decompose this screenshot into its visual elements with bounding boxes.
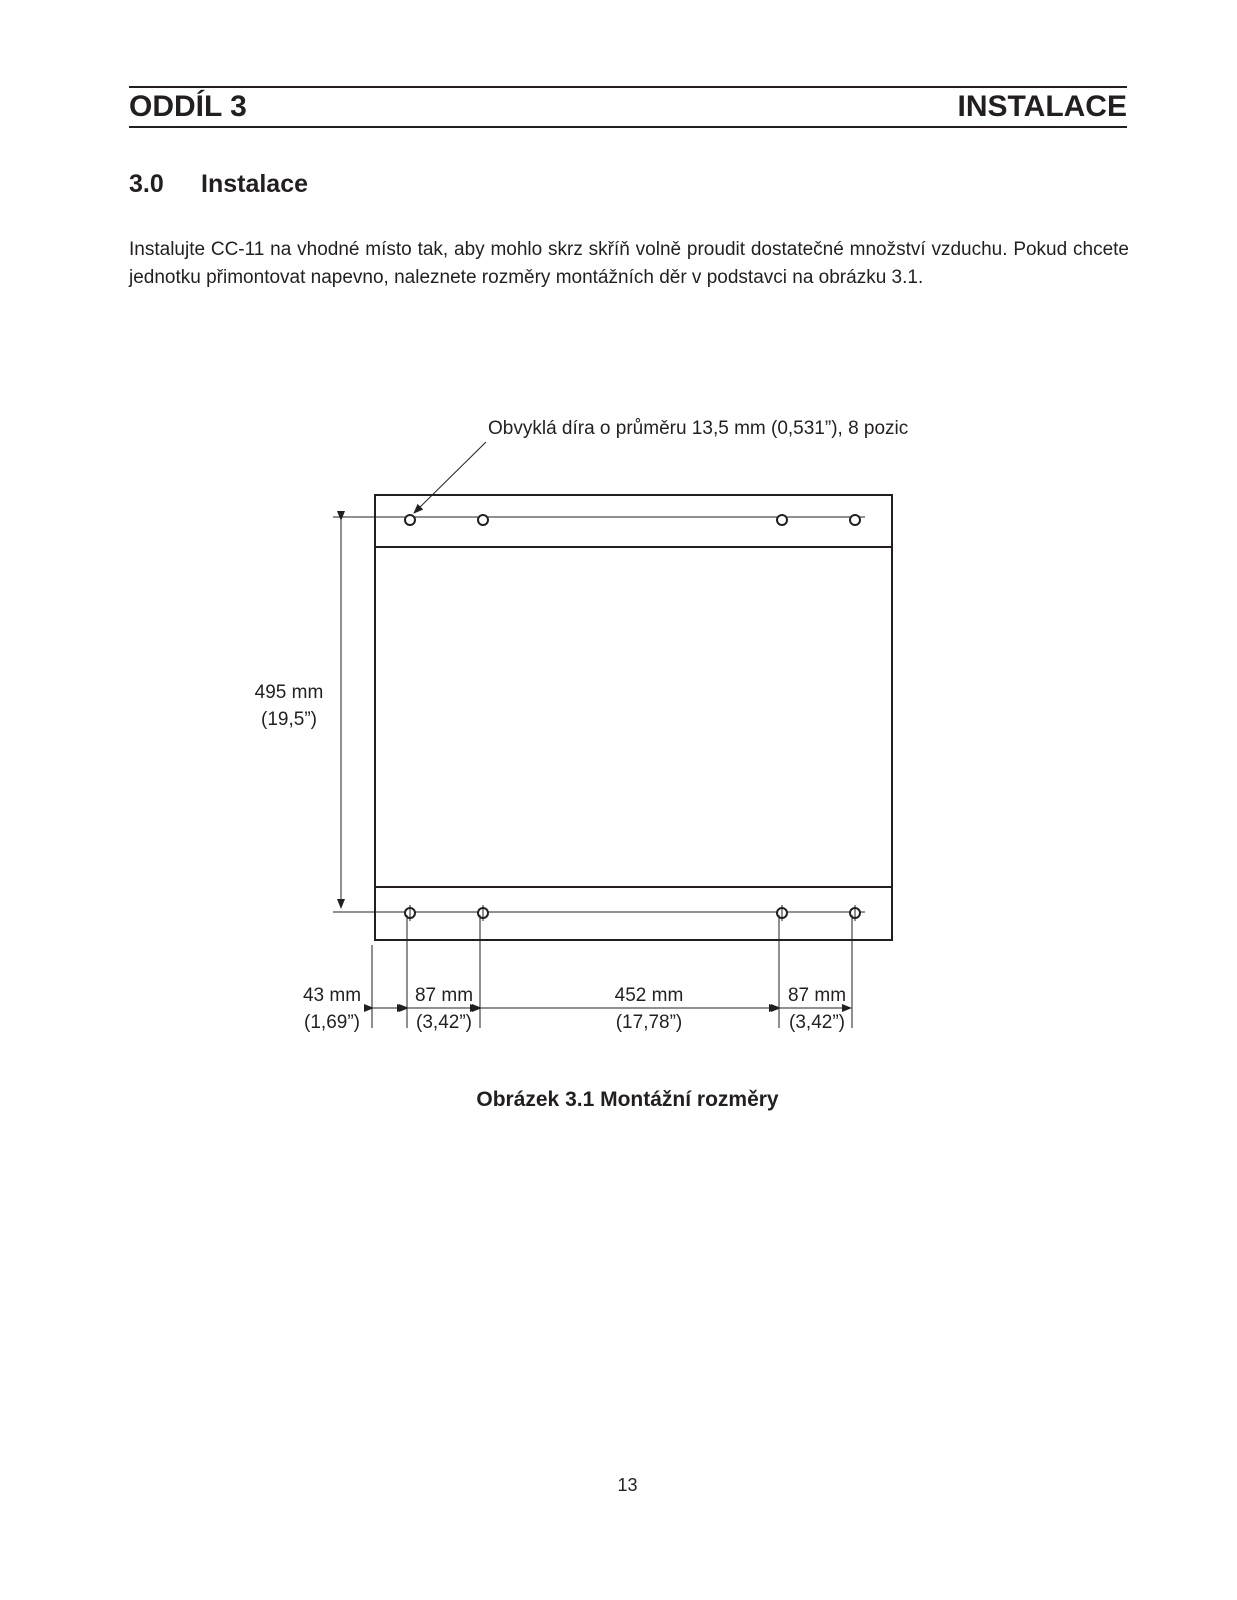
center-spacing-label-mm: 452 mm	[614, 985, 684, 1006]
offset-label-mm: 43 mm	[302, 985, 362, 1006]
height-label-mm: 495 mm	[254, 682, 324, 703]
left-spacing-label-mm: 87 mm	[414, 985, 474, 1006]
section-label: ODDÍL 3	[129, 90, 247, 123]
section-name: INSTALACE	[957, 90, 1127, 123]
heading-title: Instalace	[201, 170, 309, 198]
right-spacing-label-mm: 87 mm	[787, 985, 847, 1006]
heading-number: 3.0	[129, 170, 164, 198]
left-spacing-label-in: (3,42”)	[416, 1012, 472, 1033]
hole-callout-label: Obvyklá díra o průměru 13,5 mm (0,531”), 8 pozic	[488, 418, 909, 439]
top-hole-4	[850, 515, 860, 525]
page-number: 13	[617, 1475, 638, 1495]
offset-label-in: (1,69”)	[304, 1012, 360, 1033]
body-paragraph: Instalujte CC-11 na vhodné místo tak, aby mohlo skrz skříň volně proudit dostatečné množství vzduchu. Pokud chcete jednotku přimontovat napevno, naleznete rozměry montážních děr v podstavci na obrázku 3.1.	[129, 239, 1129, 288]
height-label-in: (19,5”)	[261, 709, 317, 730]
figure-caption: Obrázek 3.1 Montážní rozměry	[476, 1088, 779, 1111]
center-spacing-label-in: (17,78”)	[615, 1012, 683, 1033]
cabinet-outline	[375, 495, 892, 940]
top-hole-1	[405, 515, 415, 525]
hole-callout-leader	[414, 442, 486, 513]
right-spacing-label-in: (3,42”)	[789, 1012, 845, 1033]
top-hole-3	[777, 515, 787, 525]
top-hole-2	[478, 515, 488, 525]
